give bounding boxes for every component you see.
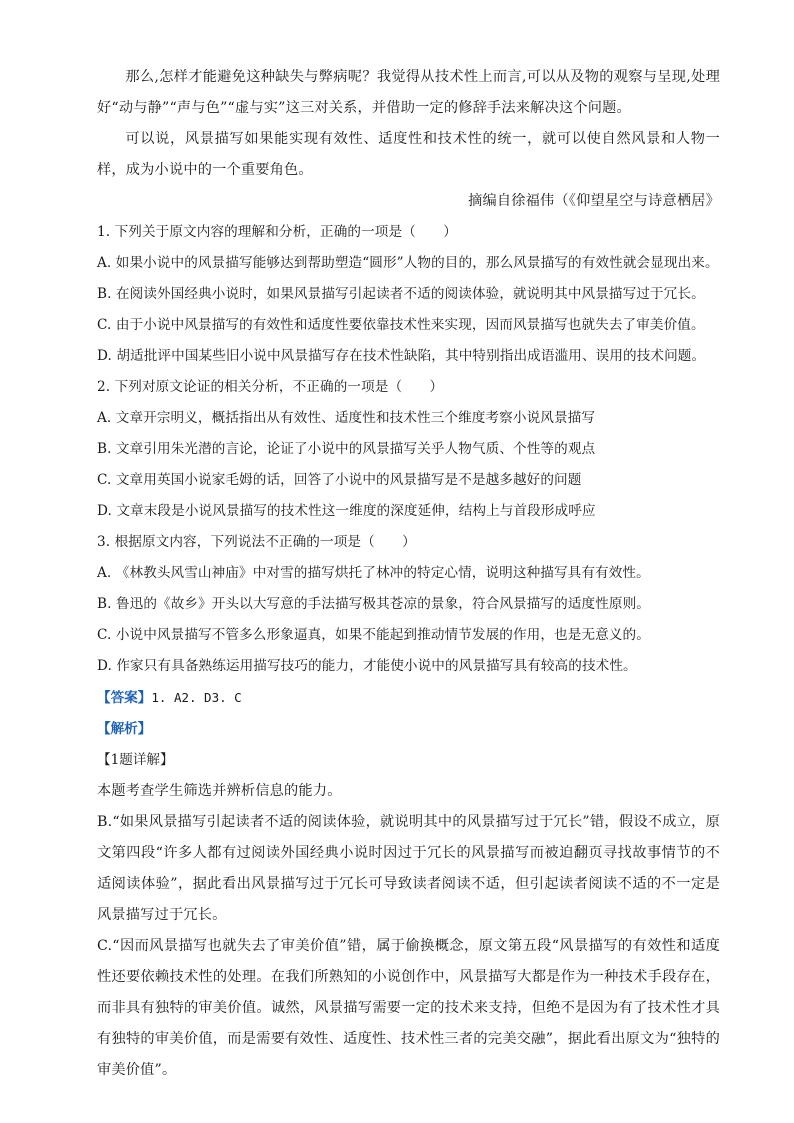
question-stem: 2. 下列对原文论证的相关分析，不正确的一项是（ ） (97, 379, 444, 395)
question-3 (97, 527, 720, 682)
question-option: B. 鲁迅的《故乡》开头以大写意的手法描写极其苍凉的景象，符合风景描写的适度性原则。 (97, 596, 650, 612)
q1-detail-heading: 【1题详解】 (97, 752, 174, 768)
question-option: B. 在阅读外国经典小说时，如果风景描写引起读者不适的阅读体验，就说明其中风景描写过于冗长。 (97, 286, 705, 302)
analysis-intro: 本题考查学生筛选并辨析信息的能力。 (97, 783, 342, 799)
question-1 (97, 217, 720, 372)
passage-paragraph: 那么,怎样才能避免这种缺失与弊病呢？我觉得从技术性上而言,可以从及物的观察与呈现,处理好“动与静”“声与色”“虚与实”这三对关系，并借助一定的修辞手法来解决这个问题。 (97, 69, 720, 116)
question-option: D. 胡适批评中国某些旧小说中风景描写存在技术性缺陷，其中特别指出成语滥用、误用的技术问题。 (97, 348, 706, 364)
analysis-heading (97, 714, 720, 745)
question-option: C. 文章用英国小说家毛姆的话，回答了小说中的风景描写是不是越多越好的问题 (97, 472, 582, 488)
question-option: D. 文章末段是小说风景描写的技术性这一维度的深度延伸，结构上与首段形成呼应 (97, 503, 596, 519)
passage-paragraph: 可以说，风景描写如果能实现有效性、适度性和技术性的统一，就可以使自然风景和人物一样，成为小说中的一个重要角色。 (97, 131, 720, 178)
question-option: C. 小说中风景描写不管多么形象逼真，如果不能起到推动情节发展的作用，也是无意义的。 (97, 627, 650, 643)
document-page (97, 62, 720, 1086)
question-2 (97, 372, 720, 527)
passage-source: 摘编自徐福伟（《仰望星空与诗意栖居》 (468, 193, 720, 209)
analysis-point-c: C.“因而风景描写也就失去了审美价值”错，属于偷换概念，原文第五段“风景描写的有效性和适度性还要依赖技术性的处理。在我们所熟知的小说创作中，风景描写大都是作为一种技术手段存在，而非具有独特的审美价值。诚然，风景描写需要一定的技术来支持，但绝不是因为有了技术性才具有独特的审美价值，而是需要有效性、适度性、技术性三者的完美交融”，据此看出原文为“独特的审美价值”。 (97, 938, 720, 1078)
question-option: D. 作家只有具备熟练运用描写技巧的能力，才能使小说中的风景描写具有较高的技术性。 (97, 658, 637, 674)
question-option: C. 由于小说中风景描写的有效性和适度性要依靠技术性来实现，因而风景描写也就失去了审美价值。 (97, 317, 705, 333)
analysis-label: 【解析】 (97, 721, 152, 737)
answer-text: 1. A2. D3. C (151, 690, 242, 705)
question-option: A. 《林教头风雪山神庙》中对雪的描写烘托了林冲的特定心情，说明这种描写具有有效性。 (97, 565, 650, 581)
answer-line (97, 682, 720, 714)
question-option: A. 文章开宗明义，概括指出从有效性、适度性和技术性三个维度考察小说风景描写 (97, 410, 596, 426)
question-stem: 1. 下列关于原文内容的理解和分析，正确的一项是（ ） (97, 224, 457, 240)
analysis-point-b: B.“如果风景描写引起读者不适的阅读体验，就说明其中的风景描写过于冗长”错，假设不成立，原文第四段“许多人都有过阅读外国经典小说时因过于冗长的风景描写而被迫翻页寻找故事情节的不适阅读体验”，据此看出风景描写过于冗长可导致读者阅读不适，但引起读者阅读不适的不一定是风景描写过于冗长。 (97, 814, 720, 923)
question-option: A. 如果小说中的风景描写能够达到帮助塑造“圆形”人物的目的，那么风景描写的有效性就会显现出来。 (97, 255, 719, 271)
answer-label: 【答案】 (97, 690, 152, 706)
question-stem: 3. 根据原文内容，下列说法不正确的一项是（ ） (97, 534, 416, 550)
question-option: B. 文章引用朱光潜的言论，论证了小说中的风景描写关乎人物气质、个性等的观点 (97, 441, 596, 457)
